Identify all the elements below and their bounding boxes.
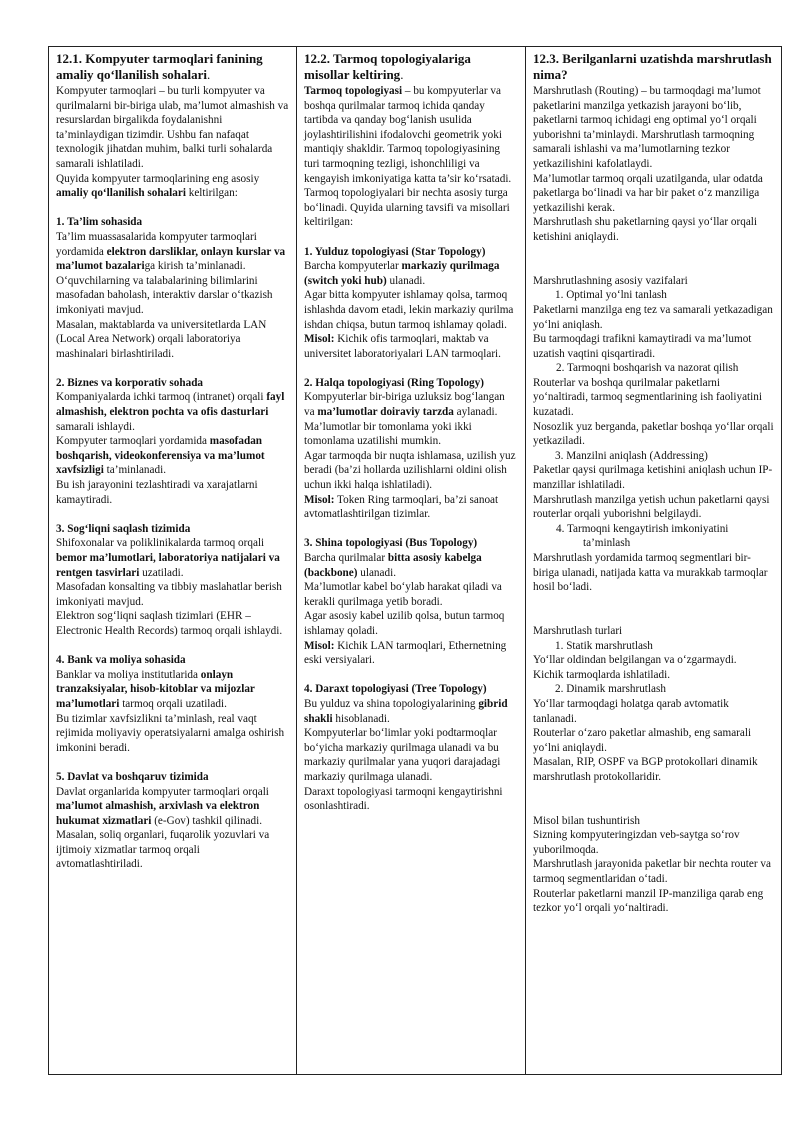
paragraph: [304, 551, 518, 580]
example-line: [304, 332, 518, 361]
numbered-item: 3. Manzilni aniqlash (Addressing): [555, 449, 708, 462]
spacer: [56, 755, 289, 770]
example-line: [304, 639, 518, 668]
paragraph: Ma’lumotlar bir tomonlama yoki ikki tomonlama uzatilishi mumkin.: [304, 420, 472, 448]
spacer: [304, 522, 518, 537]
subheading: 1. Yulduz topologiyasi (Star Topology): [304, 245, 486, 258]
text-run: Quyida kompyuter tarmoqlarining eng asosiy: [56, 172, 260, 185]
section-title: [304, 51, 518, 83]
example-line: [304, 493, 518, 522]
text-run: – bu kompyuterlar va boshqa qurilmalar tarmoq ichida qanday tartibda va qanday bog‘lanish usulida joylashtirilishini ifodalovchi geometrik yoki mantiqiy shakldir. Tarmoq topologiyasining turi tarmoqning tezligi, ishonchliligi va kengayish imkoniyatiga katta ta’sir ko‘rsatadi.: [304, 85, 512, 185]
section-title: 12.3. Berilganlarni uzatishda marshrutlash nima?: [533, 51, 772, 82]
paragraph: Bu tarmoqdagi trafikni kamaytiradi va ma’lumot uzatish vaqtini qisqartiradi.: [533, 333, 752, 360]
text-run: Kichik LAN tarmoqlari, Ethernetning eski versiyalari.: [304, 639, 507, 667]
paragraph: Sizning kompyuteringizdan veb-saytga so‘rov yuborilmoqda.: [533, 829, 740, 856]
text-run: ulanadi.: [357, 566, 396, 579]
bold-run: bemor ma’lumotlari, laboratoriya natijalari va rentgen tasvirlari: [56, 552, 280, 579]
paragraph: [56, 230, 289, 274]
text-run: Davlat organlarida kompyuter tarmoqlari orqali: [56, 785, 269, 798]
subheading: 4. Daraxt topologiyasi (Tree Topology): [304, 683, 487, 696]
text-run: aylanadi.: [453, 406, 498, 419]
spacer: [533, 785, 774, 800]
paragraph: Marshrutlash jarayonida paketlar bir nechta router va tarmoq segmentlaridan o‘tadi.: [533, 858, 771, 886]
title-punct: .: [206, 67, 211, 82]
paragraph: Paketlarni manzilga eng tez va samarali yetkazadigan yo‘lni aniqlash.: [533, 303, 773, 331]
paragraph: Tarmoq topologiyalari bir nechta asosiy turga bo‘linadi. Quyida ularning tavsifi va misollari keltirilgan:: [304, 187, 510, 229]
example-label: Misol:: [304, 639, 335, 652]
example-label: Misol:: [304, 333, 335, 346]
numbered-item: 4. Tarmoqni kengaytirish imkoniyatini ta’minlash: [556, 522, 729, 550]
paragraph: Marshrutlash (Routing) – bu tarmoqdagi ma’lumot paketlarini manzilga yetkazish jarayoni bo‘lib, paketlarni tarmoq ichidagi eng optimal yo‘l orqali yuborishni ta’minlaydi. Marshrutlash tarmoqning samarali ishlashi va ma’lumotlarning tezkor yetkazilishini kafolatlaydi.: [533, 85, 761, 170]
text-run: Shifoxonalar va poliklinikalarda tarmoq orqali: [56, 537, 265, 550]
bold-run: amaliy qo‘llanilish sohalari: [56, 187, 186, 200]
spacer: [56, 361, 289, 376]
spacer: [533, 799, 774, 814]
spacer: [533, 595, 774, 610]
paragraph: [304, 390, 518, 419]
paragraph: Marshrutlash yordamida tarmoq segmentlari bir-biriga ulanadi, natijada katta va murakkab tarmoqlar hosil bo‘ladi.: [533, 552, 768, 594]
text-run: Kompyuter tarmoqlari yordamida: [56, 435, 210, 448]
paragraph: Marshrutlash shu paketlarning qaysi yo‘llar orqali ketishini aniqlaydi.: [533, 216, 758, 243]
paragraph: [56, 172, 289, 201]
bold-run: fayl almashish, elektron pochta va ofis dasturlari: [56, 391, 285, 419]
column-routing: [526, 47, 781, 1074]
bold-run: elektron darsliklar, onlayn kurslar va ma’lumot bazalari: [56, 245, 286, 273]
paragraph: Masalan, RIP, OSPF va BGP protokollari dinamik marshrutlash protokollaridir.: [533, 756, 758, 783]
text-run: hisoblanadi.: [332, 712, 390, 725]
paragraph: [304, 259, 518, 288]
paragraph: Bu ish jarayonini tezlashtiradi va xarajatlarni kamaytiradi.: [56, 479, 258, 506]
subheading: 1. Ta’lim sohasida: [56, 216, 143, 229]
paragraph: Elektron sog‘liqni saqlash tizimlari (EHR – Electronic Health Records) tarmoq orqali ishlaydi.: [56, 610, 283, 637]
bold-run: masofadan boshqarish, videokonferensiya va ma’lumot xavfsizligi: [56, 435, 265, 477]
bold-run: Tarmoq topologiyasi: [304, 85, 403, 97]
subheading: 2. Halqa topologiyasi (Ring Topology): [304, 376, 484, 389]
paragraph: Agar tarmoqda bir nuqta ishlamasa, uzilish yuz beradi (ba’zi hollarda uzilishlarni oldini olish uchun ikki halqa ishlatiladi).: [304, 449, 516, 492]
subheading: 4. Bank va moliya sohasida: [56, 654, 186, 667]
spacer: [56, 507, 289, 522]
spacer: [533, 609, 774, 624]
paragraph: [304, 84, 518, 186]
paragraph: Daraxt topologiyasi tarmoqni kengaytirishni osonlashtiradi.: [304, 785, 503, 813]
paragraph: [304, 697, 518, 726]
bold-run: markaziy qurilmaga (switch yoki hub): [304, 260, 500, 287]
paragraph: Kompyuter tarmoqlari – bu turli kompyuter va qurilmalarni bir-biriga ulab, ma’lumot almashish va resurslardan birgalikda foydalanishni ta’minlaydigan tizimdir. Ushbu fan nafaqat texnologik jihatdan muhim, balki turli sohalarda samarali ishlatiladi.: [56, 85, 289, 170]
text-run: Barcha kompyuterlar: [304, 260, 402, 273]
paragraph: Yo‘llar tarmoqdagi holatga qarab avtomatik tanlanadi.: [533, 697, 729, 725]
paragraph: [56, 536, 289, 580]
paragraph: [56, 434, 289, 478]
document-table: [48, 46, 782, 1075]
column-application-areas: [49, 47, 297, 1074]
paragraph: Agar asosiy kabel uzilib qolsa, butun tarmoq ishlamay qoladi.: [304, 610, 505, 637]
subheading: Marshrutlashning asosiy vazifalari: [533, 274, 688, 287]
paragraph: Masalan, maktablarda va universitetlarda LAN (Local Area Network) orqali laboratoriya mashinalari birlashtiriladi.: [56, 318, 267, 360]
numbered-item: 1. Statik marshrutlash: [555, 639, 653, 652]
paragraph: [56, 390, 289, 434]
numbered-item: 1. Optimal yo‘lni tanlash: [555, 289, 667, 302]
bold-run: onlayn tranzaksiyalar, hisob-kitoblar va mijozlar ma’lumotlari: [56, 668, 255, 710]
subheading: Marshrutlash turlari: [533, 624, 623, 637]
paragraph: [56, 668, 289, 712]
paragraph: O‘quvchilarning va talabalarining bilimlarini masofadan baholash, interaktiv darslar o‘tkazish imkoniyati mavjud.: [56, 274, 273, 316]
text-run: tarmoq orqali uzatiladi.: [119, 697, 227, 710]
paragraph: Paketlar qaysi qurilmaga ketishini aniqlash uchun IP-manzillar ishlatiladi.: [533, 464, 773, 492]
section-title: [56, 51, 289, 83]
subheading: Misol bilan tushuntirish: [533, 814, 640, 827]
spacer: [56, 639, 289, 654]
subheading: 2. Biznes va korporativ sohada: [56, 376, 204, 389]
text-run: (e-Gov) tashkil qilinadi.: [151, 814, 263, 827]
text-run: Bu yulduz va shina topologiyalarining: [304, 697, 479, 710]
text-run: uzatiladi.: [139, 566, 184, 579]
column-topologies: [297, 47, 526, 1074]
paragraph: Agar bitta kompyuter ishlamay qolsa, tarmoq ishlashda davom etadi, lekin markaziy qurilma ishdan chiqsa, butun tarmoq ishlamay qoladi.: [304, 289, 514, 331]
paragraph: Kichik tarmoqlarda ishlatiladi.: [533, 668, 671, 681]
text-run: Token Ring tarmoqlari, ba’zi sanoat avtomatlashtirilgan tizimlar.: [304, 493, 499, 521]
text-run: ga kirish ta’minlanadi.: [144, 260, 246, 273]
text-run: Banklar va moliya institutlarida: [56, 668, 201, 681]
numbered-item: 2. Dinamik marshrutlash: [555, 683, 666, 696]
text-run: Kompyuterlar bir-biriga uzluksiz bog‘langan va: [304, 391, 505, 419]
text-run: Kompaniyalarda ichki tarmoq (intranet) orqali: [56, 391, 267, 404]
bold-run: bitta asosiy kabelga (backbone): [304, 552, 482, 579]
paragraph: Kompyuterlar bo‘limlar yoki podtarmoqlar bo‘yicha markaziy qurilmaga ulanadi va bu markaziy qurilmalar yana yuqori darajadagi markaziy qurilmaga ulanadi.: [304, 727, 501, 783]
numbered-item: 2. Tarmoqni boshqarish va nazorat qilish: [556, 362, 739, 375]
title-text: 12.1. Kompyuter tarmoqlari fanining amaliy qo‘llanilish sohalari: [56, 51, 263, 82]
paragraph: Marshrutlash manzilga yetish uchun paketlarni qaysi routerlar orqali yuborishni belgilaydi.: [533, 493, 770, 521]
text-run: Ta’lim muassasalarida kompyuter tarmoqlari yordamida: [56, 230, 257, 258]
spacer: [304, 230, 518, 245]
bold-run: gibrid shakli: [304, 697, 508, 725]
subheading: 5. Davlat va boshqaruv tizimida: [56, 770, 209, 783]
title-punct: .: [400, 67, 404, 82]
paragraph: Routerlar paketlarni manzil IP-manziliga qarab eng tezkor yo‘l orqali yo‘naltiradi.: [533, 887, 764, 915]
spacer: [533, 259, 774, 274]
paragraph: Routerlar va boshqa qurilmalar paketlarni yo‘naltiradi, tarmoq segmentlarining ish faoliyatini kuzatadi.: [533, 376, 762, 419]
bold-run: ma’lumot almashish, arxivlash va elektron hukumat xizmatlari: [56, 800, 260, 827]
paragraph: Ma’lumotlar tarmoq orqali uzatilganda, ular odatda paketlarga bo‘linadi va har bir paket o‘z manziliga yetkazilishi kerak.: [533, 172, 763, 214]
text-run: Kichik ofis tarmoqlari, maktab va universitet laboratoriyalari LAN tarmoqlari.: [304, 333, 501, 360]
paragraph: Bu tizimlar xavfsizlikni ta’minlash, real vaqt rejimida moliyaviy operatsiyalarni amalga oshirish imkonini beradi.: [56, 712, 285, 754]
bold-run: ma’lumotlar doiraviy tarzda: [317, 406, 454, 419]
text-run: ta’minlanadi.: [103, 464, 166, 477]
paragraph: Nosozlik yuz berganda, paketlar boshqa yo‘llar orqali yetkaziladi.: [533, 420, 774, 448]
subheading: 3. Sog‘liqni saqlash tizimida: [56, 522, 191, 535]
spacer: [56, 201, 289, 216]
title-text: 12.2. Tarmoq topologiyalariga misollar keltiring: [304, 51, 471, 82]
text-run: keltirilgan:: [185, 187, 238, 200]
paragraph: Routerlar o‘zaro paketlar almashib, eng samarali yo‘lni aniqlaydi.: [533, 727, 752, 754]
spacer: [304, 668, 518, 683]
paragraph: Masofadan konsalting va tibbiy maslahatlar berish imkoniyati mavjud.: [56, 581, 282, 608]
subheading: 3. Shina topologiyasi (Bus Topology): [304, 537, 478, 550]
paragraph: Masalan, soliq organlari, fuqarolik yozuvlari va ijtimoiy xizmatlar tarmoq orqali avtomatlashtiriladi.: [56, 829, 270, 871]
example-label: Misol:: [304, 493, 335, 506]
paragraph: Yo‘llar oldindan belgilangan va o‘zgarmaydi.: [533, 654, 737, 667]
text-run: samarali ishlaydi.: [56, 420, 135, 433]
paragraph: Ma’lumotlar kabel bo‘ylab harakat qiladi va kerakli qurilmaga yetib boradi.: [304, 581, 502, 608]
text-run: ulanadi.: [386, 274, 426, 287]
spacer: [533, 245, 774, 260]
text-run: Barcha qurilmalar: [304, 552, 388, 564]
spacer: [304, 361, 518, 376]
paragraph: [56, 785, 289, 829]
